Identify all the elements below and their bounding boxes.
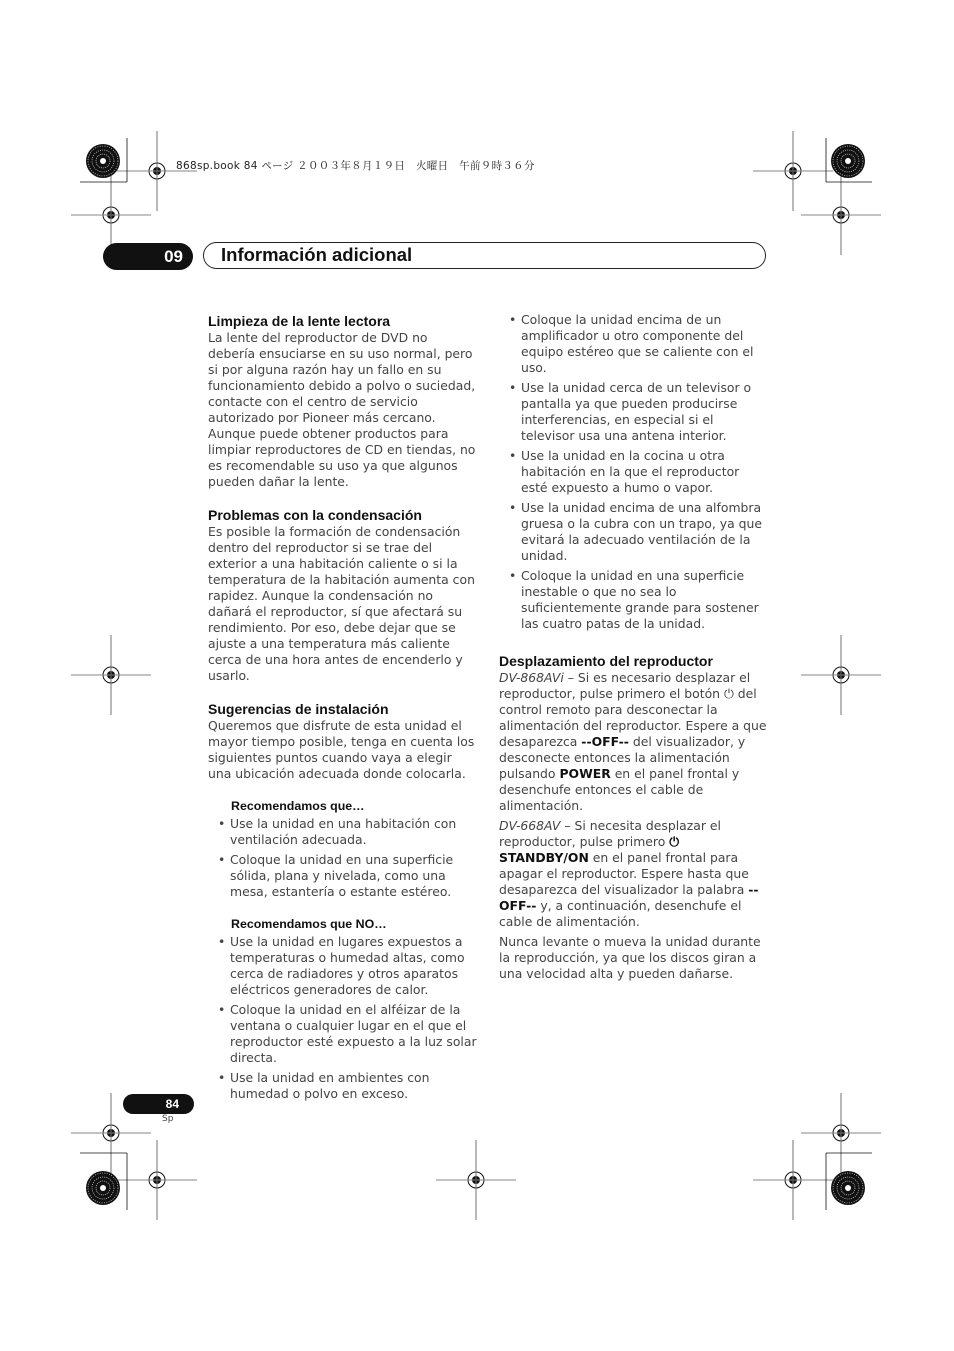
chapter-number-badge: 09: [103, 243, 193, 270]
list-item: • Use la unidad en la cocina u otra habitación en la que el reproductor esté expuesto a humo o vapor.: [509, 448, 740, 495]
off-indicator: --OFF--: [581, 734, 629, 749]
bullet-icon: •: [509, 500, 517, 515]
section-heading: Sugerencias de instalación: [208, 701, 389, 717]
bullet-icon: •: [509, 380, 517, 395]
bullet-icon: •: [218, 852, 226, 867]
registration-starburst-icon: [86, 144, 120, 178]
list-item: • Use la unidad en ambientes con humedad o polvo en exceso.: [218, 1070, 430, 1101]
crosshair-icon: [71, 635, 151, 715]
registration-starburst-icon: [831, 1171, 865, 1205]
section-heading: Problemas con la condensación: [208, 507, 422, 523]
list-item: • Coloque la unidad en una superficie inestable o que no sea lo suficientemente grande para sostener las cuatro patas de la unidad.: [509, 568, 759, 631]
power-label: POWER: [559, 766, 611, 781]
print-file-header: 868sp.book 84 ページ ２００３年８月１９日 火曜日 午前９時３６分: [176, 160, 535, 172]
list-item: • Use la unidad en lugares expuestos a temperaturas o humedad altas, como cerca de radiadores y otros aparatos eléctricos generadores de calor.: [218, 934, 465, 997]
bullet-icon: •: [218, 934, 226, 949]
section-body: Es posible la formación de condensación dentro del reproductor si se trae del exterior a una habitación caliente o si la temperatura de la habitación aumenta con rapidez. Aunque la condensación no dañará el reproductor, sí que afectará su rendimiento. Por eso, debe dejar que se ajuste a una temperatura más caliente cerca de una hora antes de encenderlo y usarlo.: [208, 524, 475, 683]
crosshair-icon: [436, 1140, 516, 1220]
model-name: DV-868AVi: [499, 670, 564, 685]
crosshair-icon: [801, 1093, 881, 1173]
moving-warning: Nunca levante o mueva la unidad durante la reproducción, ya que los discos giran a una velocidad alta y pueden dañarse.: [499, 934, 761, 981]
recommend-heading: Recomendamos que…: [231, 799, 365, 813]
off-indicator: --OFF--: [499, 882, 759, 913]
registration-starburst-icon: [86, 1171, 120, 1205]
crosshair-icon: [801, 635, 881, 715]
condensation-section: [208, 506, 478, 684]
bullet-icon: •: [509, 568, 517, 583]
bullet-icon: •: [218, 816, 226, 831]
recommend-list: [208, 816, 478, 900]
list-item: • Use la unidad cerca de un televisor o pantalla ya que pueden producirse interferencias, en especial si el televisor usa una antena interior.: [509, 380, 752, 443]
moving-paragraph-868: DV-868AVi – Si es necesario desplazar el reproductor, pulse primero el botón ⏻ del control remoto para desconectar la alimentación del reproductor. Espere a que desaparezca --OFF-- del visualizador, y desconecte entonces la alimentación pulsando POWER en el panel frontal y desenchufe entonces el cable de alimentación.: [499, 670, 767, 813]
chapter-title: Información adicional: [221, 244, 413, 265]
registration-starburst-icon: [831, 144, 865, 178]
lens-cleaning-section: [208, 312, 478, 490]
section-body: La lente del reproductor de DVD no debería ensuciarse en su uso normal, pero si por alguna razón hay un fallo en su funcionamiento debido a polvo o suciedad, contacte con el centro de servicio autorizado por Pioneer más cercano. Aunque puede obtener productos para limpiar reproductores de CD en tiendas, no es recomendable su uso ya que algunos pueden dañar la lente.: [208, 330, 476, 489]
list-item: • Coloque la unidad en una superficie sólida, plana y nivelada, como una mesa, estantería o estante estéreo.: [218, 852, 454, 899]
section-heading: Desplazamiento del reproductor: [499, 653, 713, 669]
moving-section: [499, 652, 769, 982]
not-recommend-list-continued: [499, 312, 769, 632]
model-name: DV-668AV: [499, 818, 561, 833]
installation-section: [208, 700, 478, 1102]
right-column: [499, 312, 769, 982]
section-body: Queremos que disfrute de esta unidad el mayor tiempo posible, tenga en cuenta los siguientes puntos cuando vaya a elegir una ubicación adecuada donde colocarla.: [208, 718, 475, 781]
bullet-icon: •: [509, 312, 517, 327]
page-language: Sp: [162, 1114, 174, 1124]
crosshair-icon: [801, 175, 881, 255]
page-number-badge: 84: [123, 1094, 194, 1114]
list-item: • Use la unidad encima de una alfombra gruesa o la cubra con un trapo, ya que evitará la adecuado ventilación de la unidad.: [509, 500, 762, 563]
bullet-icon: •: [218, 1070, 226, 1085]
crosshair-icon: [753, 131, 833, 211]
list-item: • Coloque la unidad encima de un amplificador u otro componente del equipo estéreo que se caliente con el uso.: [509, 312, 754, 375]
left-column: [208, 312, 478, 1106]
not-recommend-list: [208, 934, 478, 1102]
list-item: • Use la unidad en una habitación con ventilación adecuada.: [218, 816, 457, 847]
standby-label: STANDBY/ON: [499, 850, 589, 865]
not-recommend-heading: Recomendamos que NO…: [231, 917, 387, 931]
crosshair-icon: [753, 1140, 833, 1220]
bullet-icon: •: [218, 1002, 226, 1017]
bullet-icon: •: [509, 448, 517, 463]
standby-symbol-icon: ⏻: [669, 834, 680, 849]
section-heading: Limpieza de la lente lectora: [208, 313, 391, 329]
crosshair-icon: [117, 1140, 197, 1220]
power-symbol-icon: ⏻: [723, 686, 734, 701]
list-item: • Coloque la unidad en el alféizar de la ventana o cualquier lugar en el que el reproductor esté expuesto a la luz solar directa.: [218, 1002, 477, 1065]
moving-paragraph-668: DV-668AV – Si necesita desplazar el reproductor, pulse primero ⏻ STANDBY/ON en el panel frontal para apagar el reproductor. Espere hasta que desaparezca del visualizador la palabra --OFF-- y, a continuación, desenchufe el cable de alimentación.: [499, 818, 759, 929]
